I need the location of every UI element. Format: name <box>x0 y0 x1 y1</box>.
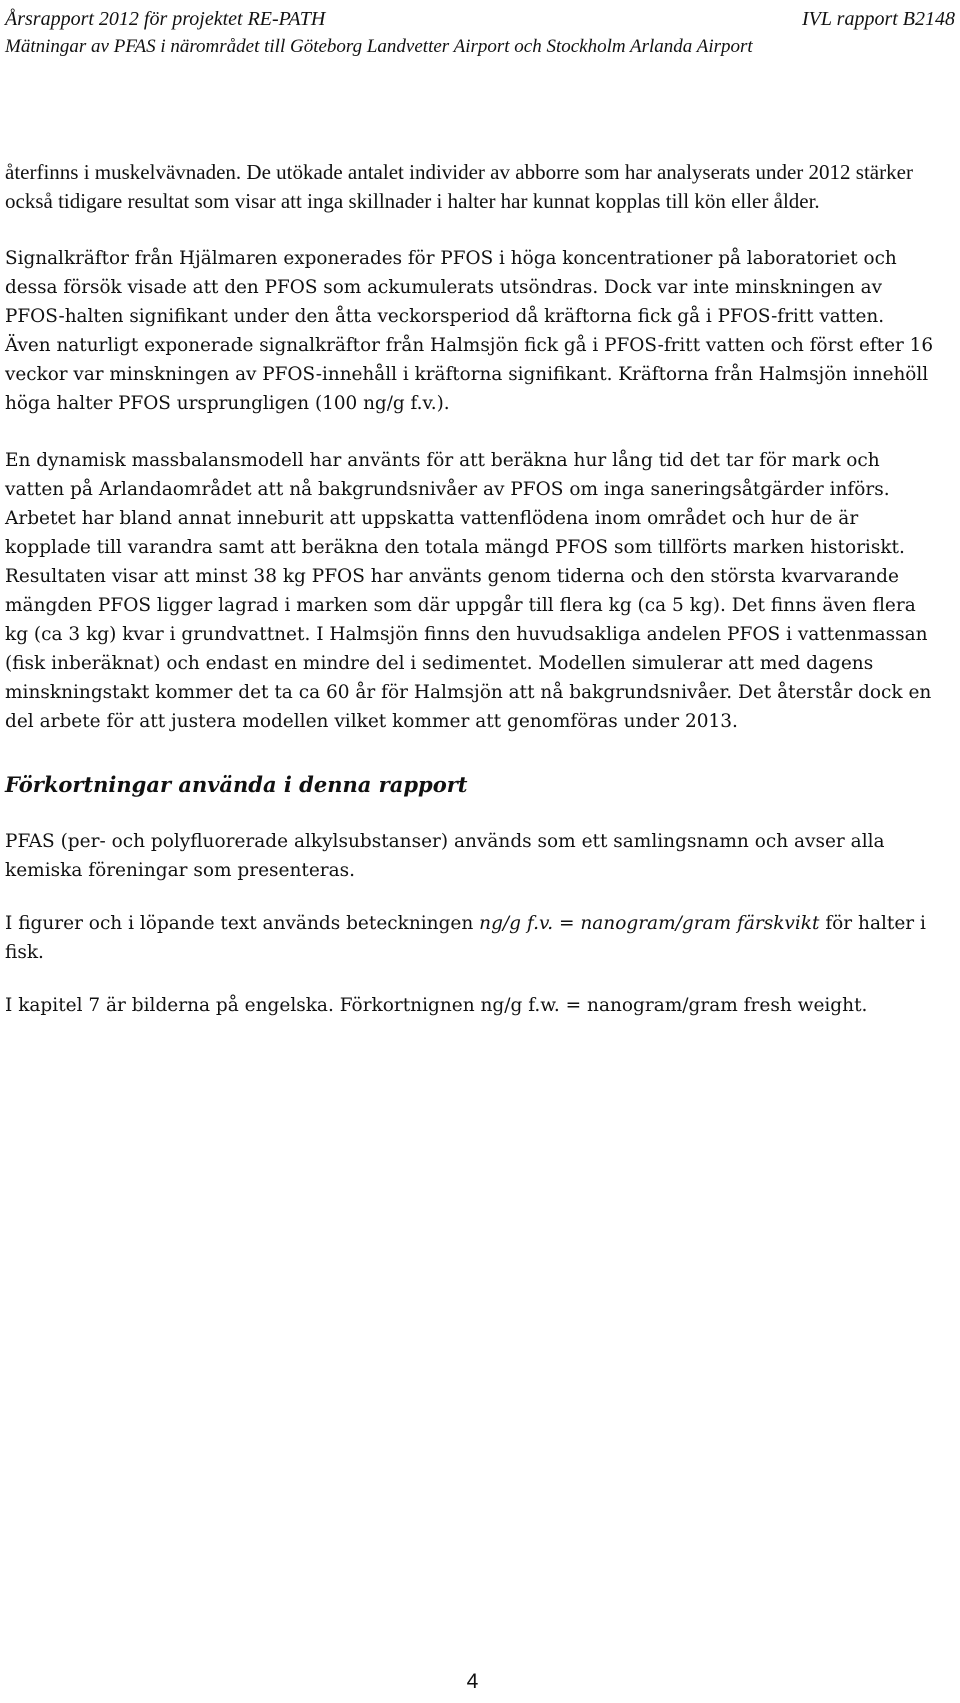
text-segment: = <box>553 913 581 934</box>
page-body <box>5 158 935 1020</box>
report-title: Årsrapport 2012 för projektet RE-PATH <box>5 8 326 30</box>
report-subtitle: Mätningar av PFAS i närområdet till Göteborg Landvetter Airport och Stockholm Arlanda Airport <box>5 36 753 57</box>
text-segment: för halter i fisk. <box>5 913 926 963</box>
abbreviation-term: ng/g f.v. <box>479 913 554 934</box>
abbreviation-meaning: nanogram/gram färskvikt <box>580 913 820 934</box>
paragraph-ngg-fv-definition <box>5 909 935 967</box>
report-number: IVL rapport B2148 <box>802 8 955 30</box>
abbreviations-heading: Förkortningar använda i denna rapport <box>5 772 468 797</box>
text-segment: I figurer och i löpande text används beteckningen <box>5 913 480 934</box>
paragraph-massbalance-model: En dynamisk massbalansmodell har använts för att beräkna hur lång tid det tar för mark och vatten på Arlandaområdet att nå bakgrundsnivåer av PFOS om inga saneringsåtgärder införs. Arbetet har bland annat inneburit att uppskatta vattenflödena inom området och hur de är kopplade till varandra samt att beräkna den totala mängd PFOS som tillförts marken historiskt. Resultaten visar att minst 38 kg PFOS har använts genom tiderna och den största kvarvarande mängden PFOS ligger lagrad i marken som där uppgår till flera kg (ca 5 kg). Det finns även flera kg (ca 3 kg) kvar i grundvattnet. I Halmsjön finns den huvudsakliga andelen PFOS i vattenmassan (fisk inberäknat) och endast en mindre del i sedimentet. Modellen simulerar att med dagens minskningstakt kommer det ta ca 60 år för Halmsjön att nå bakgrundsnivåer. Det återstår dock en del arbete för att justera modellen vilket kommer att genomföras under 2013. <box>5 450 932 732</box>
running-header <box>5 6 955 60</box>
paragraph-pfas-definition: PFAS (per- och polyfluorerade alkylsubstanser) används som ett samlingsnamn och avser alla kemiska föreningar som presenteras. <box>5 831 885 881</box>
paragraph-chapter7-note: I kapitel 7 är bilderna på engelska. Förkortnignen ng/g f.w. = nanogram/gram fresh weight. <box>5 995 868 1016</box>
paragraph-crayfish-study: Signalkräftor från Hjälmaren exponerades för PFOS i höga koncentrationer på laboratoriet och dessa försök visade att den PFOS som ackumulerats utsöndras. Dock var inte minskningen av PFOS-halten signifikant under den åtta veckorsperiod då kräftorna fick gå i PFOS-fritt vatten. Även naturligt exponerade signalkräftor från Halmsjön fick gå i PFOS-fritt vatten och först efter 16 veckor var minskningen av PFOS-innehåll i kräftorna signifikant. Kräftorna från Halmsjön innehöll höga halter PFOS ursprungligen (100 ng/g f.v.). <box>5 248 934 414</box>
page-number: 4 <box>466 1670 479 1693</box>
paragraph-perch-results: återfinns i muskelvävnaden. De utökade antalet individer av abborre som har analyserats under 2012 stärker också tidigare resultat som visar att inga skillnader i halter har kunnat kopplas till kön eller ålder. <box>5 160 913 213</box>
header-top-row <box>5 6 955 33</box>
